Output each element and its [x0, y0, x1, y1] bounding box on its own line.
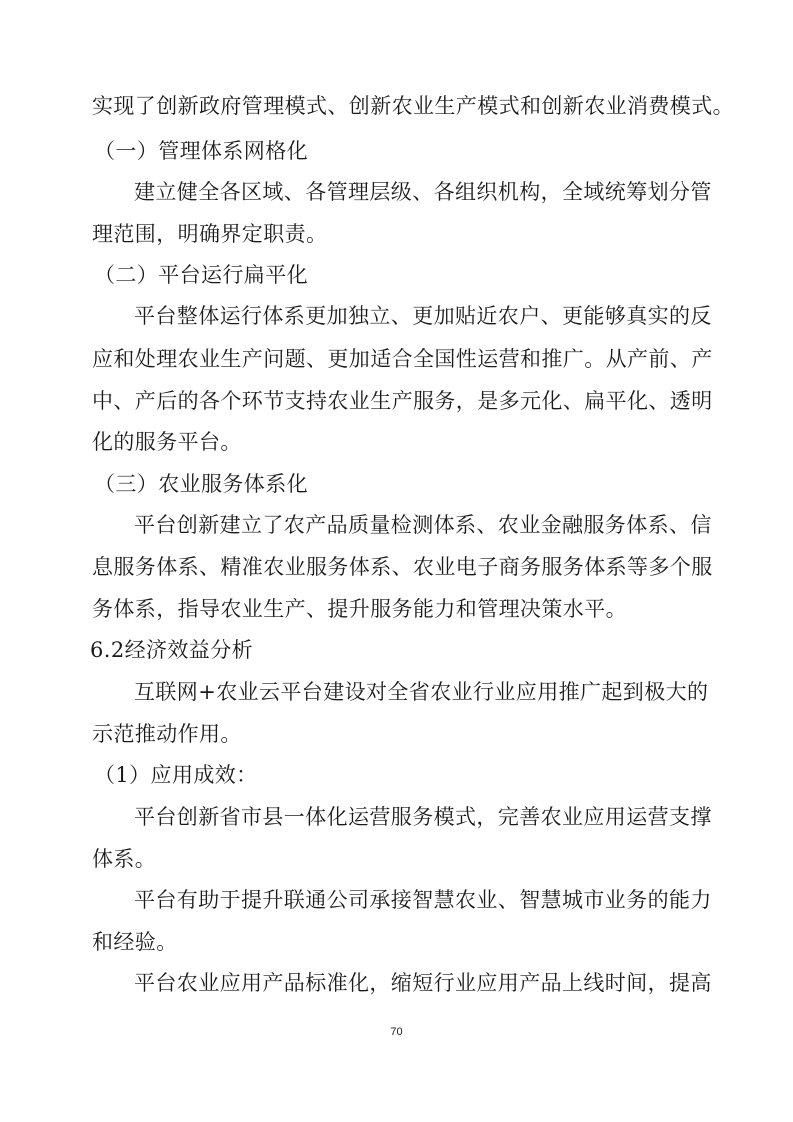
- paragraph-line: 应和处理农业生产问题、更加适合全国性运营和推广。从产前、产: [92, 347, 713, 371]
- paragraph-line: 平台整体运行体系更加独立、更加贴近农户、更能够真实的反: [134, 304, 712, 328]
- paragraph-line: 和经验。: [92, 930, 178, 954]
- paragraph-line: 建立健全各区域、各管理层级、各组织机构，全域统筹划分管: [134, 180, 712, 204]
- subheading-platform-flattening: （二）平台运行扁平化: [94, 263, 308, 287]
- paragraph-line: 平台创新省市县一体化运营服务模式，完善农业应用运营支撑: [134, 805, 712, 829]
- paragraph-line: 平台创新建立了农产品质量检测体系、农业金融服务体系、信: [134, 513, 712, 537]
- paragraph-line: 息服务体系、精准农业服务体系、农业电子商务服务体系等多个服: [92, 555, 713, 579]
- paragraph-line: 互联网+农业云平台建设对全省农业行业应用推广起到极大的: [134, 680, 709, 704]
- paragraph-line: 体系。: [92, 847, 157, 871]
- paragraph-line: 化的服务平台。: [92, 430, 242, 454]
- subheading-management-grid: （一）管理体系网格化: [94, 139, 308, 163]
- subheading-application-results: （1）应用成效：: [94, 763, 258, 787]
- paragraph-line: 平台农业应用产品标准化，缩短行业应用产品上线时间，提高: [134, 971, 712, 995]
- paragraph-line: 示范推动作用。: [92, 722, 242, 746]
- body-line: 实现了创新政府管理模式、创新农业生产模式和创新农业消费模式。: [92, 94, 734, 118]
- paragraph-line: 理范围，明确界定职责。: [92, 222, 328, 246]
- paragraph-line: 务体系，指导农业生产、提升服务能力和管理决策水平。: [92, 597, 627, 621]
- paragraph-line: 中、产后的各个环节支持农业生产服务，是多元化、扁平化、透明: [92, 389, 713, 413]
- subheading-service-system: （三）农业服务体系化: [94, 472, 308, 496]
- paragraph-line: 平台有助于提升联通公司承接智慧农业、智慧城市业务的能力: [134, 888, 712, 912]
- section-heading-economic-benefit: 6.2经济效益分析: [90, 638, 253, 662]
- page-number: 70: [390, 1026, 403, 1038]
